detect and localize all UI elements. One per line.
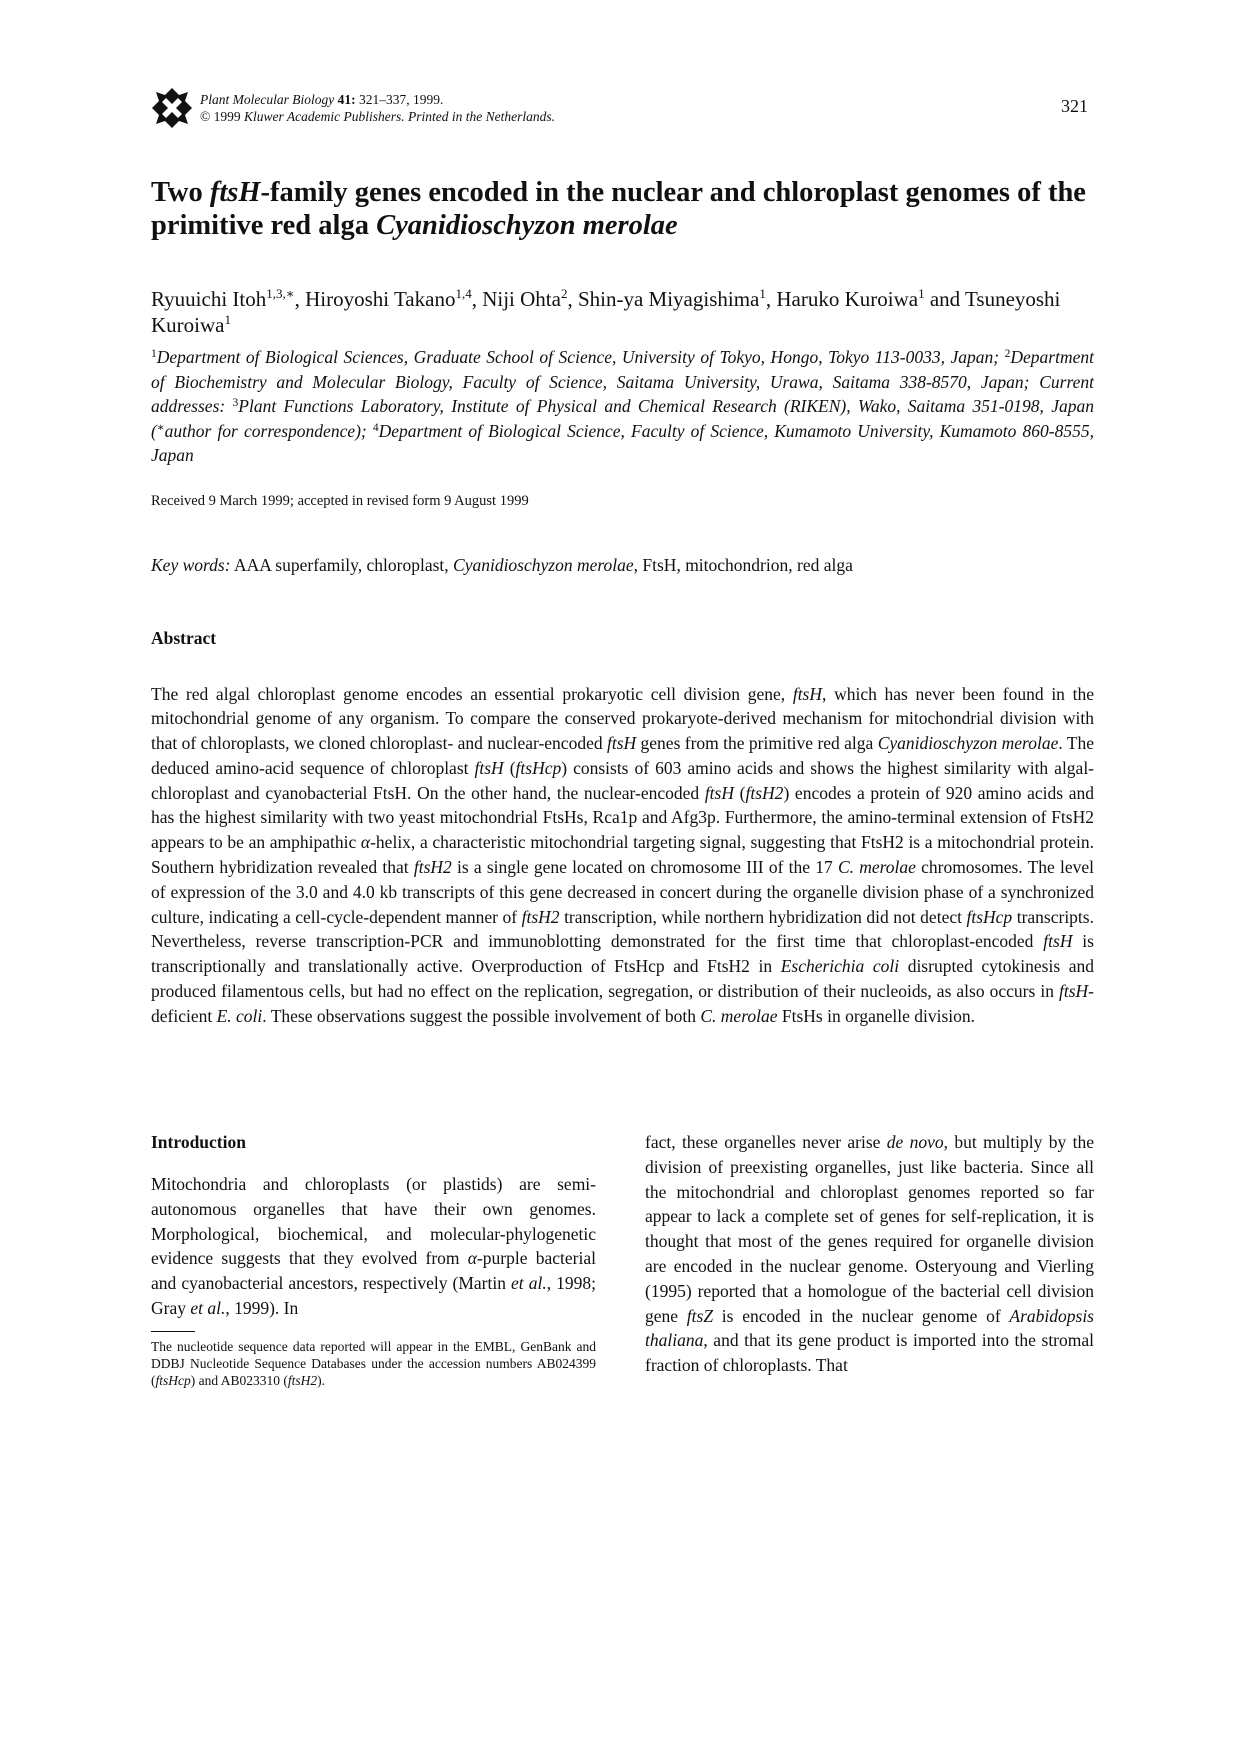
affil-4: Department of Biological Science, Faculty of Science, Kumamoto University, Kumamoto 860-8555, Japan: [151, 420, 1094, 466]
italic-run: ftsH: [1043, 931, 1073, 952]
affil-marker-4: 4: [372, 421, 379, 434]
text-run: -purple bacterial and cyanobacterial ancestors, respectively (Martin: [151, 1248, 596, 1294]
author-name: Haruko Kuroiwa: [776, 287, 919, 311]
text-run: transcripts. Nevertheless, reverse transcription-PCR and immunoblotting demonstrated for the first time that chloroplast-encoded: [151, 906, 1094, 952]
text-run: FtsHs in organelle division.: [777, 1005, 976, 1026]
footnote: [151, 1338, 596, 1389]
author-name: Ryuuichi Itoh: [151, 287, 267, 311]
author-affiliation-marker: 1,4: [455, 286, 472, 301]
italic-run: ftsH: [792, 683, 823, 704]
text-run: is transcriptionally and translationally active. Overproduction of FtsHcp and FtsH2 in: [151, 931, 1094, 977]
italic-run: ftsH: [606, 733, 637, 754]
italic-run: de novo: [886, 1132, 944, 1152]
italic-run: ftsHcp: [966, 906, 1013, 927]
text-run: disrupted cytokinesis and produced filamentous cells, but had no effect on the replication, segregation, or distribution of their nucleoids, as also occurs in: [151, 956, 1095, 1002]
title-text-2: -family genes encoded in the nuclear and chloroplast genomes of the primitive red alga: [151, 177, 1086, 241]
italic-run: ftsZ: [686, 1305, 714, 1326]
author-name: Shin-ya Miyagishima: [577, 287, 760, 311]
italic-run: ftsH2: [745, 782, 784, 803]
author-affiliation-marker: 2: [560, 286, 568, 301]
author-affiliation-marker: 1: [918, 286, 925, 301]
affil-3: Plant Functions Laboratory, Institute of Physical and Chemical Research (RIKEN), Wako, Saitama 351-0198, Japan (: [151, 396, 1094, 441]
author-affiliation-marker: 1,3,∗: [266, 286, 295, 301]
author-name: Niji Ohta: [482, 287, 561, 311]
author-affiliation-marker: 1: [224, 312, 231, 327]
journal-name: Plant Molecular Biology: [200, 92, 335, 107]
keywords-text-2: , FtsH, mitochondrion, red alga: [633, 555, 853, 575]
text-run: (: [503, 757, 516, 778]
journal-citation: [200, 91, 555, 125]
journal-line-1: [200, 91, 555, 108]
italic-run: α: [467, 1248, 477, 1269]
received-dates: Received 9 March 1999; accepted in revised form 9 August 1999: [151, 493, 529, 509]
italic-run: Arabidopsis thaliana: [645, 1305, 1094, 1351]
text-run: fact, these organelles never arise: [645, 1132, 887, 1152]
text-run: is encoded in the nuclear genome of: [713, 1305, 1010, 1326]
title-gene: ftsH: [209, 177, 261, 208]
text-run: chromosomes. The level of expression of the 3.0 and 4.0 kb transcripts of this gene decreased in concert during the organelle division phase of a synchronized culture, indicating a cell-cycle-dependent manner of: [151, 857, 1094, 927]
abstract-heading: Abstract: [151, 628, 217, 648]
affil-marker-1: 1: [151, 348, 157, 360]
left-column: [151, 1130, 596, 1389]
copyright-year: 1999: [213, 109, 241, 124]
footnote-rule: [151, 1331, 195, 1332]
text-run: , 1998; Gray: [151, 1273, 596, 1318]
author-list: [151, 286, 1101, 338]
text-run: , which has never been found in the mitochondrial genome of any organism. To compare the conserved prokaryote-derived mechanism for mitochondrial division with that of chloroplasts, we cloned chloroplast- and nuclear-encoded: [151, 683, 1095, 754]
journal-volume: 41:: [337, 92, 356, 107]
journal-line-2: [200, 108, 555, 125]
journal-pages: 321–337, 1999.: [358, 92, 444, 107]
text-run: genes from the primitive red alga: [636, 733, 878, 754]
copyright-symbol: ©: [200, 109, 211, 124]
italic-run: ftsH: [1058, 981, 1089, 1002]
page-number: 321: [1061, 96, 1088, 116]
italic-run: ftsHcp: [515, 757, 562, 778]
keywords-text-1: AAA superfamily, chloroplast,: [230, 555, 454, 575]
publisher-logo-icon: [150, 86, 194, 130]
affil-2: Department of Biochemistry and Molecular Biology, Faculty of Science, Saitama University, Urawa, Saitama 338-8570, Japan; Current addresses:: [151, 347, 1094, 417]
affil-star: ∗: [156, 421, 165, 434]
italic-run: E. coli: [216, 1005, 263, 1026]
affil-marker-2: 2: [1004, 348, 1011, 360]
affil-3b: author for correspondence);: [164, 420, 373, 441]
title-text-1: Two: [151, 177, 210, 208]
italic-run: ftsH2: [287, 1372, 318, 1388]
keywords-species: Cyanidioschyzon merolae: [453, 555, 634, 575]
author-affiliation-marker: 1: [759, 286, 766, 301]
author-separator: ,: [567, 287, 578, 311]
printed-location: Printed in the Netherlands.: [408, 109, 555, 124]
italic-run: ftsH: [704, 782, 734, 803]
italic-run: Escherichia coli: [780, 956, 900, 977]
author-separator: ,: [765, 287, 777, 311]
text-run: -helix, a characteristic mitochondrial targeting signal, suggesting that FtsH2 is a mitochondrial protein. Southern hybridization revealed that: [151, 832, 1094, 878]
text-run: , 1999). In: [225, 1297, 299, 1318]
author-separator: ,: [294, 287, 306, 311]
publisher-name: Kluwer Academic Publishers.: [244, 109, 405, 124]
introduction-heading: Introduction: [151, 1132, 246, 1152]
keywords: [151, 555, 1111, 576]
italic-run: et al.: [511, 1273, 547, 1294]
text-run: The nucleotide sequence data reported will appear in the EMBL, GenBank and DDBJ Nucleotide Sequence Databases under the accession numbers AB024399 (: [151, 1338, 596, 1388]
text-run: . These observations suggest the possible involvement of both: [262, 1005, 701, 1026]
text-run: transcription, while northern hybridization did not detect: [559, 906, 967, 927]
text-run: ) and AB023310 (: [190, 1372, 288, 1388]
author-separator: ,: [471, 287, 483, 311]
text-run: (: [734, 782, 746, 803]
paper-title: [151, 176, 1101, 242]
text-run: ) consists of 603 amino acids and shows the highest similarity with algal-chloroplast and cyanobacterial FtsH. On the other hand, the nuclear-encoded: [151, 757, 1095, 803]
title-species: Cyanidioschyzon merolae: [376, 210, 678, 241]
text-run: , but multiply by the division of preexisting organelles, just like bacteria. Since all the mitochondrial and chloroplast genomes reported so far appear to lack a complete set of genes for self-replication, it is thought that most of the genes required for organelle division are encoded in the nuclear genome. Osteryoung and Vierling (1995) reported that a homologue of the bacterial cell division gene: [645, 1132, 1094, 1326]
abstract-body: [151, 682, 1094, 1029]
text-run: ).: [317, 1372, 326, 1388]
italic-run: ftsH: [474, 757, 504, 778]
keywords-label: Key words:: [151, 555, 231, 575]
author-name: Tsuneyoshi Kuroiwa: [151, 287, 1061, 337]
italic-run: C. merolae: [700, 1005, 778, 1026]
italic-run: ftsH2: [521, 906, 560, 927]
affil-marker-3: 3: [232, 397, 239, 410]
italic-run: ftsHcp: [155, 1372, 191, 1388]
italic-run: ftsH2: [413, 857, 452, 878]
introduction-paragraph-left: [151, 1172, 596, 1321]
author-name: Hiroyoshi Takano: [305, 287, 456, 311]
text-run: ) encodes a protein of 920 amino acids and has the highest similarity with two yeast mitochondrial FtsHs, Rca1p and Afg3p. Furthermore, the amino-terminal extension of FtsH2 appears to be an amphipathic: [151, 782, 1095, 853]
italic-run: α: [360, 832, 371, 853]
italic-run: Cyanidioschyzon merolae: [877, 733, 1059, 754]
introduction-paragraph-right: [645, 1130, 1094, 1378]
text-run: -deficient: [151, 981, 1094, 1026]
author-separator: and: [924, 287, 966, 311]
text-run: is a single gene located on chromosome III of the 17: [451, 857, 838, 878]
affiliations: [151, 345, 1094, 468]
right-column: [645, 1130, 1094, 1378]
affil-1: Department of Biological Sciences, Graduate School of Science, University of Tokyo, Hongo, Tokyo 113-0033, Japan;: [156, 347, 1005, 367]
text-run: , and that its gene product is imported into the stromal fraction of chloroplasts. That: [645, 1330, 1094, 1376]
text-run: The red algal chloroplast genome encodes an essential prokaryotic cell division gene,: [151, 683, 793, 704]
text-run: . The deduced amino-acid sequence of chloroplast: [151, 733, 1095, 778]
text-run: Mitochondria and chloroplasts (or plastids) are semi-autonomous organelles that have their own genomes. Morphological, biochemical, and molecular-phylogenetic evidence suggests that they evolved from: [151, 1174, 596, 1269]
italic-run: et al.: [190, 1297, 226, 1318]
italic-run: C. merolae: [837, 857, 916, 878]
